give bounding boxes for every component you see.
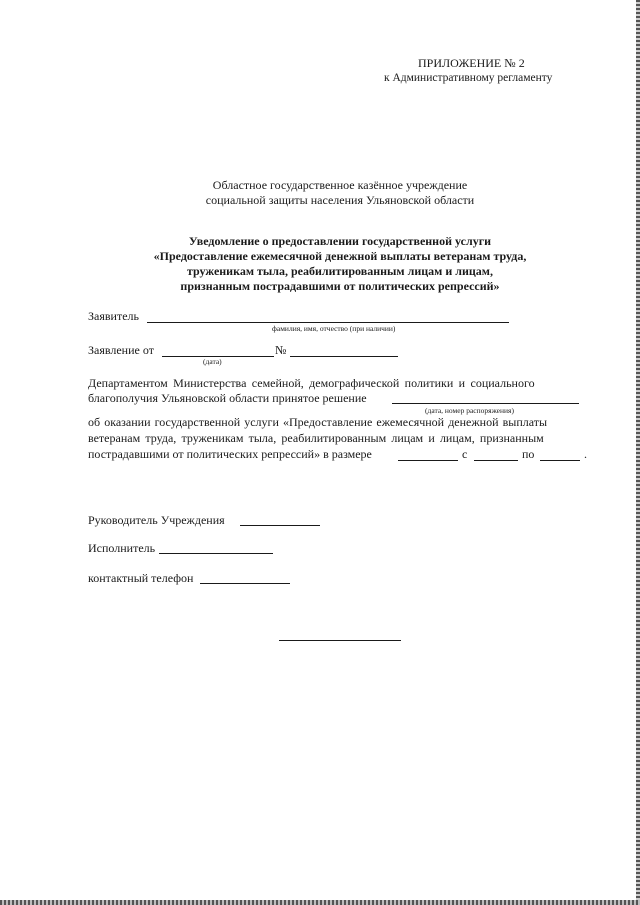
to-date-field[interactable] xyxy=(540,460,580,461)
notice-title-line-2: «Предоставление ежемесячной денежной выплаты ветеранам труда, xyxy=(153,249,527,263)
executor-label: Исполнитель xyxy=(88,541,156,555)
scan-edge-right xyxy=(636,0,640,905)
decision-line-3: об оказании государственной услуги «Предоставление ежемесячной денежной выплаты xyxy=(88,415,548,429)
application-number-sign: № xyxy=(275,343,287,357)
phone-field[interactable] xyxy=(200,583,290,584)
decision-line-5: пострадавшими от политических репрессий» в размере xyxy=(88,447,372,461)
from-label: с xyxy=(462,447,468,461)
head-signature-field[interactable] xyxy=(240,525,320,526)
institution-line-2: социальной защиты населения Ульяновской области xyxy=(205,193,475,207)
institution-line-1: Областное государственное казённое учреждение xyxy=(212,178,468,192)
notice-title-line-1: Уведомление о предоставлении государственной услуги xyxy=(188,234,492,248)
notice-title-line-4: признанным пострадавшими от политических репрессий» xyxy=(180,279,500,293)
application-label: Заявление от xyxy=(88,343,154,357)
decision-line-1: Департаментом Министерства семейной, демографической политики и социального xyxy=(88,376,535,390)
appendix-title: ПРИЛОЖЕНИЕ № 2 xyxy=(418,56,525,70)
application-date-hint: (дата) xyxy=(203,357,222,366)
to-label: по xyxy=(522,447,535,461)
decision-hint: (дата, номер распоряжения) xyxy=(425,406,514,415)
decision-line-4: ветеранам труда, труженикам тыла, реабилитированным лицам и лицам, признанным xyxy=(88,431,544,445)
notice-title-line-3: труженикам тыла, реабилитированным лицам и лицам, xyxy=(187,264,493,278)
applicant-hint: фамилия, имя, отчество (при наличии) xyxy=(272,324,396,333)
applicant-label: Заявитель xyxy=(88,309,139,323)
appendix-subtitle: к Административному регламенту xyxy=(384,72,553,84)
decision-details-field[interactable] xyxy=(392,403,579,404)
application-number-field[interactable] xyxy=(290,356,398,357)
period-end: . xyxy=(584,447,587,461)
closing-rule xyxy=(279,640,401,641)
head-label: Руководитель Учреждения xyxy=(88,513,225,527)
scan-edge-bottom xyxy=(0,900,640,905)
applicant-name-field[interactable] xyxy=(147,322,509,323)
executor-field[interactable] xyxy=(159,553,273,554)
phone-label: контактный телефон xyxy=(88,571,194,585)
amount-field[interactable] xyxy=(398,460,458,461)
decision-line-2: благополучия Ульяновской области принятое решение xyxy=(88,391,367,405)
from-date-field[interactable] xyxy=(474,460,518,461)
